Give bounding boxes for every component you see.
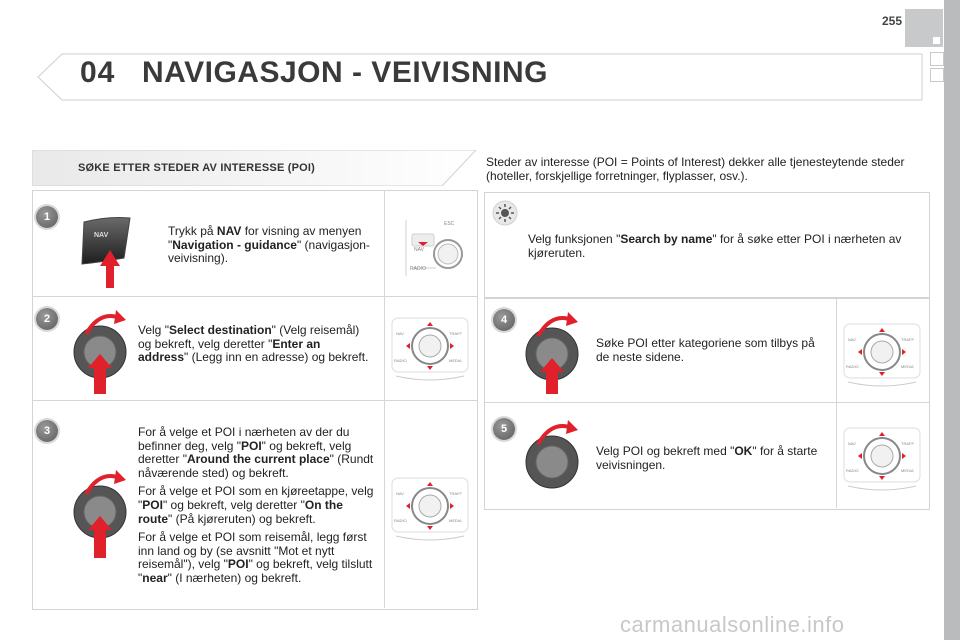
radio-label-2: RADIO xyxy=(394,358,407,363)
nav-label-small: NAV xyxy=(414,247,424,253)
traffic-label-5: TRAFF xyxy=(901,441,914,446)
rotary-knob-5 xyxy=(518,414,586,502)
control-panel-illustration-5 xyxy=(842,422,922,492)
step2-text: Velg "Select destination" (Velg reisemål) og bekreft, velg deretter "Enter an address" (Legg inn en adresse) og bekreft. xyxy=(138,323,369,365)
right-panel-divider xyxy=(836,298,837,508)
rotary-knob-2 xyxy=(66,306,134,394)
footer-watermark[interactable]: carmanualsonline.info xyxy=(620,612,845,637)
tip-icon xyxy=(492,200,518,226)
media-label-2: MEDIA xyxy=(449,358,462,363)
step1-text: Trykk på NAV for visning av menyen "Navigation - guidance" (navigasjon-veivisning). xyxy=(168,224,370,266)
intro-text: Steder av interesse (POI = Points of Interest) dekker alle tjenesteytende steder (hoteller, forskjellige forretninger, flyplasser, osv.). xyxy=(486,155,905,183)
step5-text: Velg POI og bekreft med "OK" for å starte veivisningen. xyxy=(596,444,818,472)
page-tab xyxy=(905,9,943,47)
control-panel-illustration-4 xyxy=(842,318,922,388)
rotary-knob-3 xyxy=(66,460,134,560)
step-badge-5: 5 xyxy=(493,418,515,440)
section-heading: SØKE ETTER STEDER AV INTERESSE (POI) xyxy=(78,162,316,174)
step-badge-2: 2 xyxy=(36,308,58,330)
radio-label-5: RADIO xyxy=(846,468,859,473)
step4-divider xyxy=(484,402,929,403)
step4-text: Søke POI etter kategoriene som tilbys på de neste sidene. xyxy=(596,336,815,364)
radio-label-3: RADIO xyxy=(394,518,407,523)
step-badge-4: 4 xyxy=(493,309,515,331)
media-label-3: MEDIA xyxy=(449,518,462,523)
left-panel-divider xyxy=(384,190,385,608)
step2-divider xyxy=(32,400,477,401)
nav-label-2: NAV xyxy=(396,331,404,336)
traffic-label-4: TRAFF xyxy=(901,337,914,342)
head-unit-illustration xyxy=(396,212,468,284)
media-label-4: MEDIA xyxy=(901,364,914,369)
step3-text: For å velge et POI i nærheten av der du befinner deg, velg "POI" og bekreft, velg deretter "Around the current place" (Rundt nåværende sted) og bekreft. For å velge et POI som en kjøreetappe, velg "POI" og bekreft, velg deretter "On the route" (På kjøreruten) og bekreft. For å velge et POI som reisemål, legg først inn land og by (se avsnitt "Mot et nytt reisemål"), velg "POI" og bekreft, velg tilslutt "near" (I nærheten) og bekreft. xyxy=(138,425,374,585)
media-label-5: MEDIA xyxy=(901,468,914,473)
nav-button-illustration xyxy=(78,214,142,290)
esc-label: ESC xyxy=(444,221,455,227)
rotary-knob-4 xyxy=(518,306,586,396)
control-panel-illustration-3 xyxy=(390,472,470,542)
page-number: 255 xyxy=(881,14,902,28)
tip-text: Velg funksjonen "Search by name" for å søke etter POI i nærheten av kjøreruten. xyxy=(528,232,902,260)
step1-divider xyxy=(32,296,477,297)
radio-label-4: RADIO xyxy=(846,364,859,369)
control-panel-illustration-2 xyxy=(390,312,470,382)
nav-label-3: NAV xyxy=(396,491,404,496)
nav-label-5: NAV xyxy=(848,441,856,446)
chapter-number: 04 xyxy=(80,56,116,89)
step-badge-3: 3 xyxy=(36,420,58,442)
traffic-label-2: TRAFF xyxy=(449,331,462,336)
page-title: NAVIGASJON - VEIVISNING xyxy=(142,56,549,89)
step-badge-1: 1 xyxy=(36,206,58,228)
radio-label-small: RADIO xyxy=(410,266,426,272)
nav-label-4: NAV xyxy=(848,337,856,342)
traffic-label-3: TRAFF xyxy=(449,491,462,496)
nav-button-label: NAV xyxy=(94,232,109,239)
